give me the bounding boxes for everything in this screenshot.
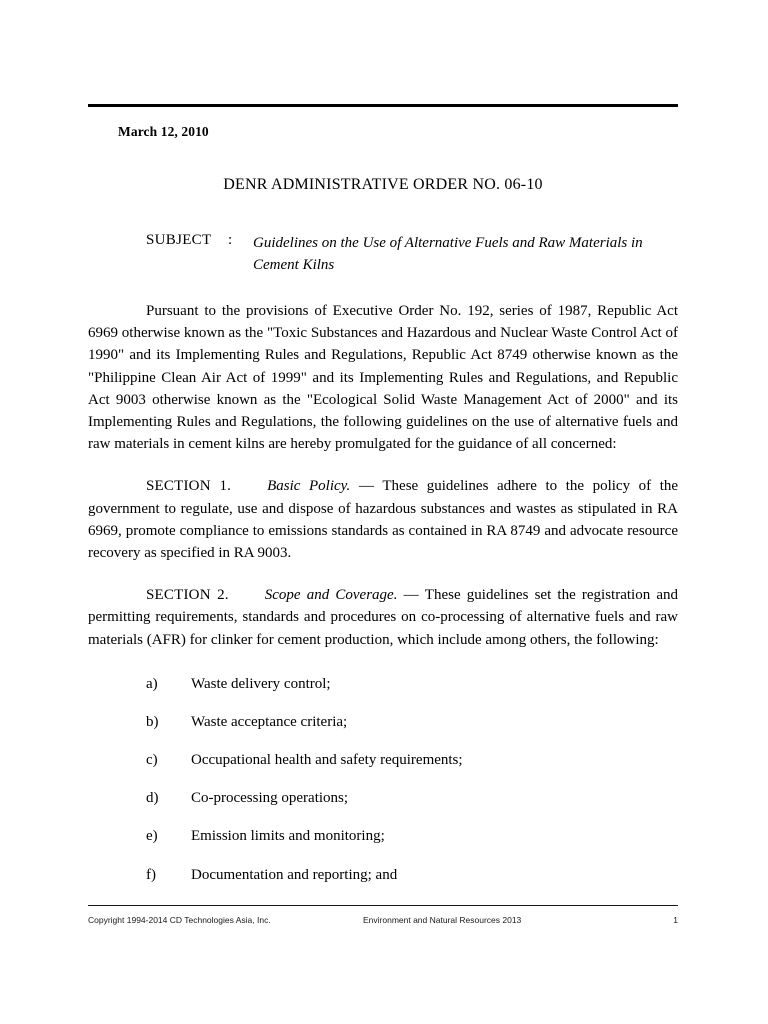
list-item-text: Co-processing operations; — [191, 790, 349, 807]
list-item-marker: e) — [146, 828, 158, 845]
subject-value: Guidelines on the Use of Alternative Fuels and Raw Materials in Cement Kilns — [253, 235, 643, 274]
list-item-text: Documentation and reporting; and — [191, 866, 398, 883]
list-item — [88, 825, 678, 847]
section-1-body: These guidelines adhere to the policy of the government to regulate, use and dispose of hazardous substances and wastes as stipulated in RA 6969, promote compliance to emissions standards as contained in RA 8749 and advocate resource recovery as specified in RA 9003. — [88, 478, 679, 561]
list-item — [88, 864, 678, 886]
document-content — [88, 0, 678, 902]
list-item-text: Waste acceptance criteria; — [191, 713, 348, 730]
list-item-marker: d) — [146, 790, 159, 807]
document-date: March 12, 2010 — [118, 124, 209, 139]
list-item-marker: c) — [146, 752, 158, 769]
section-2-dash: — — [403, 587, 419, 604]
scope-list — [88, 673, 678, 886]
document-title: DENR ADMINISTRATIVE ORDER NO. 06-10 — [223, 176, 543, 193]
footer-page-number: 1 — [673, 915, 678, 925]
preamble-text: Pursuant to the provisions of Executive Order No. 192, series of 1987, Republic Act 6969 otherwise known as the "Toxic Substances and Hazardous and Nuclear Waste Control Act of 1990" and its Implementing Rules and Regulations, Republic Act 8749 otherwise known as the "Philippine Clean Air Act of 1999" and its Implementing Rules and Regulations, and Republic Act 9003 otherwise known as the "Ecological Solid Waste Management Act of 2000" and its Implementing Rules and Regulations, the following guidelines on the use of alternative fuels and raw materials in cement kilns are hereby promulgated for the guidance of all concerned: — [88, 303, 678, 453]
list-item — [88, 749, 678, 771]
list-item-marker: b) — [146, 713, 159, 730]
section-1-label: SECTION 1. — [146, 478, 232, 495]
footer-rule — [88, 905, 678, 906]
section-2-label: SECTION 2. — [146, 587, 229, 604]
list-item-text: Occupational health and safety requirements; — [191, 752, 463, 769]
list-item-text: Emission limits and monitoring; — [191, 828, 385, 845]
list-item-text: Waste delivery control; — [191, 675, 331, 692]
list-item — [88, 673, 678, 695]
list-item-marker: a) — [146, 675, 158, 692]
list-item-marker: f) — [146, 866, 156, 883]
section-2-body: These guidelines set the registration and permitting requirements, standards and procedures on co-processing of alternative fuels and raw materials (AFR) for clinker for cement production, which include among others, the following: — [88, 587, 679, 648]
footer-publication: Environment and Natural Resources 2013 — [363, 915, 522, 925]
page-footer — [88, 915, 678, 925]
subject-separator: : — [228, 232, 233, 248]
footer-copyright: Copyright 1994-2014 CD Technologies Asia, Inc. — [88, 915, 271, 925]
section-2-paragraph — [88, 584, 678, 651]
section-1-paragraph — [88, 475, 678, 564]
subject-block — [146, 232, 678, 276]
header-rule — [88, 104, 678, 107]
list-item — [88, 787, 678, 809]
section-1-title: Basic Policy. — [267, 478, 351, 495]
list-item — [88, 711, 678, 733]
preamble-paragraph — [88, 300, 678, 455]
subject-label: SUBJECT — [146, 232, 212, 248]
section-2-title: Scope and Coverage. — [264, 587, 398, 604]
section-1-dash: — — [358, 478, 374, 495]
